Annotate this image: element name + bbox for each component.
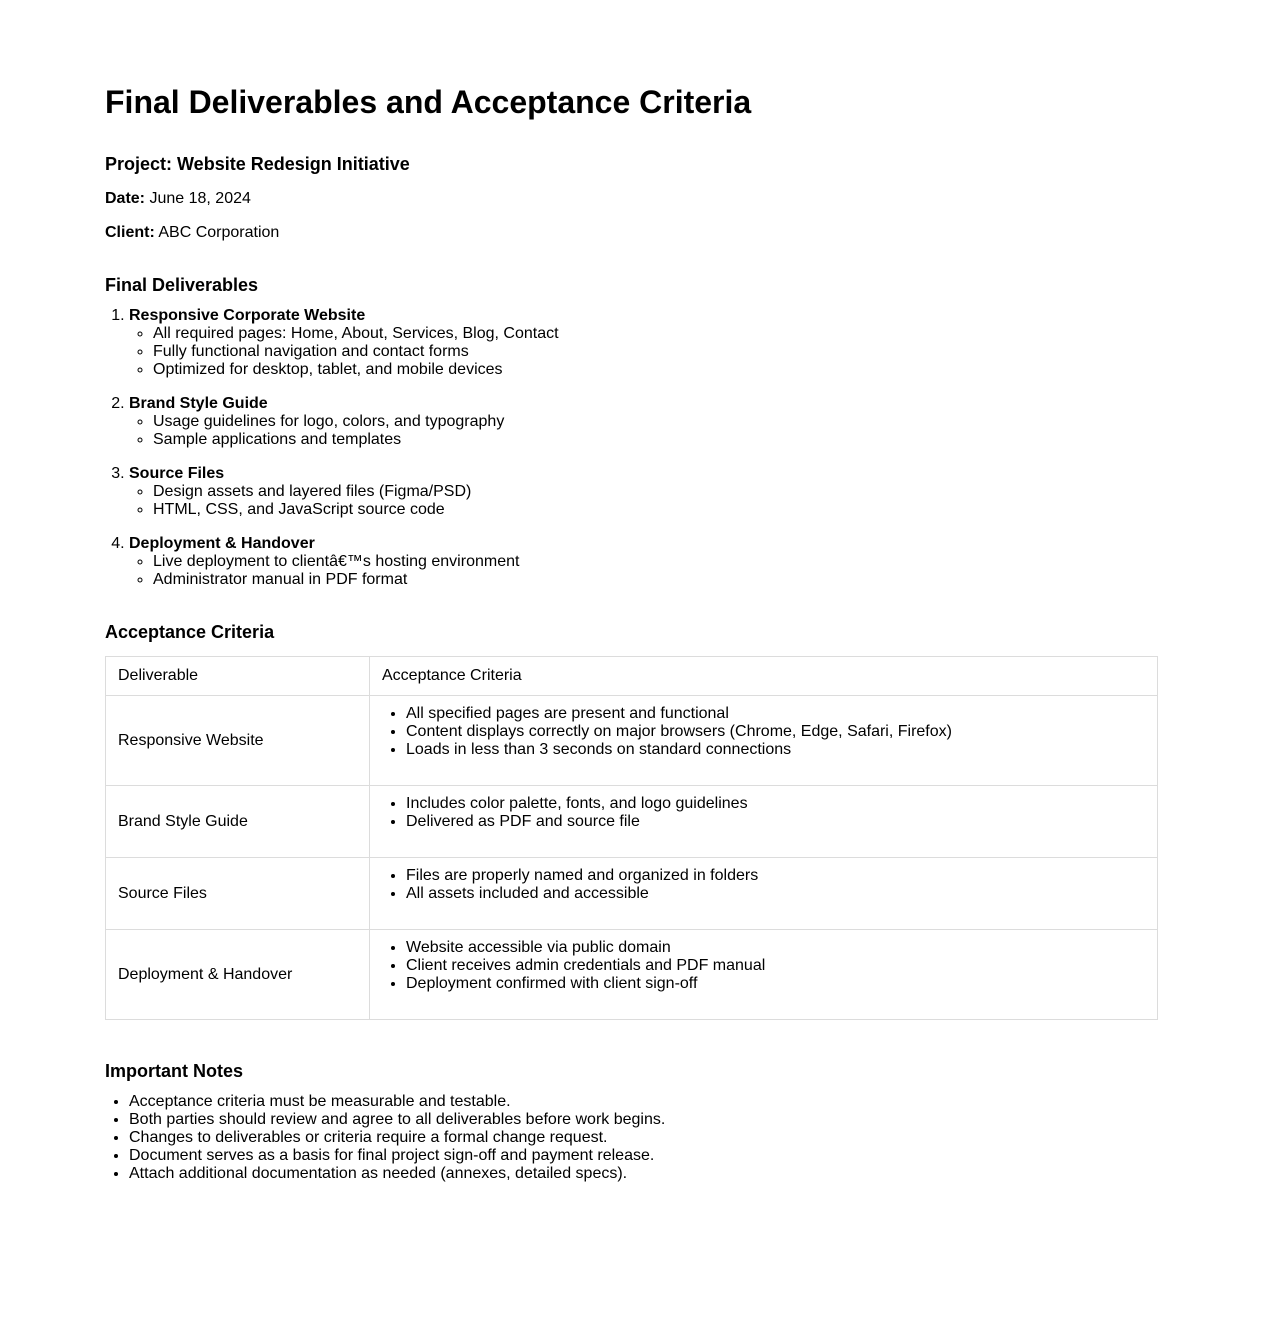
deliverables-heading: Final Deliverables <box>105 275 259 295</box>
criteria-item: • Client receives admin credentials and PDF manual <box>406 957 1145 975</box>
client-label: Client: <box>105 224 155 241</box>
deliverable-title: Deployment & Handover <box>129 535 315 552</box>
criteria-item: • Loads in less than 3 seconds on standard connections <box>406 741 1145 759</box>
row-criteria <box>370 786 1158 858</box>
deliverable-item <box>129 307 1158 379</box>
row-deliverable: Brand Style Guide <box>106 786 370 858</box>
criteria-item: • Files are properly named and organized in folders <box>406 867 1145 885</box>
acceptance-table <box>105 656 1158 1020</box>
criteria-item: • Delivered as PDF and source file <box>406 813 1145 831</box>
deliverable-subitem: ◦ HTML, CSS, and JavaScript source code <box>153 501 1158 519</box>
project-heading: Project: Website Redesign Initiative <box>105 154 410 174</box>
deliverable-sublist <box>129 325 1158 379</box>
deliverable-title: Source Files <box>129 465 225 482</box>
deliverable-sublist <box>129 553 1158 589</box>
deliverable-sublist <box>129 413 1158 449</box>
criteria-list <box>382 705 1145 759</box>
row-criteria <box>370 930 1158 1020</box>
date-label: Date: <box>105 190 146 207</box>
deliverable-title: Brand Style Guide <box>129 395 268 412</box>
row-criteria <box>370 858 1158 930</box>
date-line <box>105 190 1158 208</box>
header-deliverable: Deliverable <box>106 657 370 696</box>
criteria-list <box>382 795 1145 831</box>
deliverable-subitem: ◦ Design assets and layered files (Figma/PSD) <box>153 483 1158 501</box>
table-header-row <box>106 657 1158 696</box>
note-item: • Attach additional documentation as needed (annexes, detailed specs). <box>129 1165 1158 1183</box>
note-item: • Changes to deliverables or criteria require a formal change request. <box>129 1129 1158 1147</box>
client-value: ABC Corporation <box>158 224 280 241</box>
criteria-item: • Website accessible via public domain <box>406 939 1145 957</box>
deliverable-subitem: ◦ Live deployment to clientâ€™s hosting environment <box>153 553 1158 571</box>
criteria-item: • All assets included and accessible <box>406 885 1145 903</box>
table-row <box>106 930 1158 1020</box>
deliverable-subitem: ◦ Sample applications and templates <box>153 431 1158 449</box>
criteria-item: • All specified pages are present and functional <box>406 705 1145 723</box>
row-deliverable: Source Files <box>106 858 370 930</box>
header-criteria: Acceptance Criteria <box>370 657 1158 696</box>
deliverable-subitem: ◦ Fully functional navigation and contact forms <box>153 343 1158 361</box>
acceptance-heading: Acceptance Criteria <box>105 622 275 642</box>
table-row <box>106 696 1158 786</box>
row-deliverable: Deployment & Handover <box>106 930 370 1020</box>
deliverable-subitem: ◦ Optimized for desktop, tablet, and mobile devices <box>153 361 1158 379</box>
deliverable-title: Responsive Corporate Website <box>129 307 366 324</box>
notes-list <box>105 1093 1158 1183</box>
note-item: • Both parties should review and agree to all deliverables before work begins. <box>129 1111 1158 1129</box>
deliverable-item <box>129 465 1158 519</box>
date-value: June 18, 2024 <box>149 190 251 207</box>
deliverable-subitem: ◦ All required pages: Home, About, Services, Blog, Contact <box>153 325 1158 343</box>
criteria-list <box>382 939 1145 993</box>
table-row <box>106 858 1158 930</box>
deliverable-subitem: ◦ Administrator manual in PDF format <box>153 571 1158 589</box>
deliverables-list <box>105 307 1158 589</box>
row-deliverable: Responsive Website <box>106 696 370 786</box>
row-criteria <box>370 696 1158 786</box>
notes-heading: Important Notes <box>105 1061 244 1081</box>
criteria-item: • Content displays correctly on major browsers (Chrome, Edge, Safari, Firefox) <box>406 723 1145 741</box>
criteria-item: • Deployment confirmed with client sign-off <box>406 975 1145 993</box>
criteria-list <box>382 867 1145 903</box>
deliverable-item <box>129 535 1158 589</box>
page-title: Final Deliverables and Acceptance Criteria <box>105 84 752 120</box>
note-item: • Document serves as a basis for final project sign-off and payment release. <box>129 1147 1158 1165</box>
deliverable-item <box>129 395 1158 449</box>
criteria-item: • Includes color palette, fonts, and logo guidelines <box>406 795 1145 813</box>
client-line <box>105 224 1158 242</box>
table-row <box>106 786 1158 858</box>
note-item: • Acceptance criteria must be measurable and testable. <box>129 1093 1158 1111</box>
deliverable-sublist <box>129 483 1158 519</box>
deliverable-subitem: ◦ Usage guidelines for logo, colors, and typography <box>153 413 1158 431</box>
